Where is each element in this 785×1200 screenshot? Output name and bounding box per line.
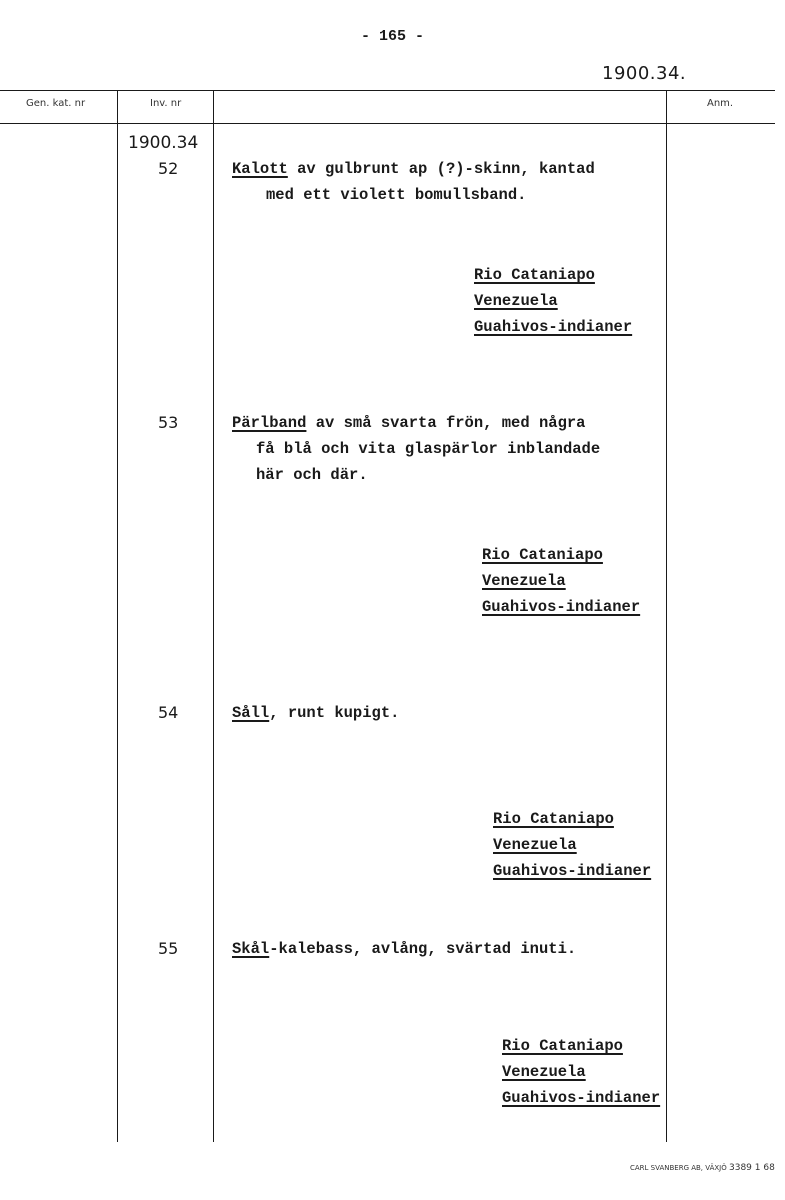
provenance-locality: Rio Cataniapo bbox=[474, 266, 595, 284]
entry-term: Såll bbox=[232, 704, 270, 722]
entry-term: Skål bbox=[232, 940, 270, 958]
inventory-number: 54 bbox=[158, 703, 179, 722]
provenance-people: Guahivos-indianer bbox=[493, 862, 652, 880]
provenance-country: Venezuela bbox=[493, 836, 577, 854]
provenance-country: Venezuela bbox=[502, 1063, 586, 1081]
provenance-people: Guahivos-indianer bbox=[474, 318, 633, 336]
column-divider-inv-desc bbox=[213, 90, 214, 1142]
column-header-inv-nr: Inv. nr bbox=[150, 98, 182, 109]
provenance-people: Guahivos-indianer bbox=[502, 1089, 661, 1107]
entry-text-line: få blå och vita glaspärlor inblandade bbox=[256, 440, 601, 458]
entry-provenance bbox=[482, 542, 640, 620]
entry-description bbox=[232, 410, 662, 488]
catalog-year: 1900.34. bbox=[602, 63, 687, 84]
entry-term: Pärlband bbox=[232, 414, 307, 432]
entry-description bbox=[232, 700, 662, 726]
inventory-year: 1900.34 bbox=[128, 133, 199, 153]
entry-provenance bbox=[502, 1033, 660, 1111]
entry-provenance bbox=[474, 262, 632, 340]
entry-text-line: med ett violett bomullsband. bbox=[266, 186, 527, 204]
printer-code: 3389 1 68 bbox=[729, 1163, 775, 1173]
provenance-country: Venezuela bbox=[474, 292, 558, 310]
column-divider-gen-inv bbox=[117, 90, 118, 1142]
entry-term: Kalott bbox=[232, 160, 288, 178]
entry-text-line: här och där. bbox=[256, 466, 368, 484]
provenance-locality: Rio Cataniapo bbox=[502, 1037, 623, 1055]
provenance-locality: Rio Cataniapo bbox=[493, 810, 614, 828]
printer-mark bbox=[630, 1163, 775, 1173]
entry-text: , runt kupigt. bbox=[269, 704, 400, 722]
entry-description bbox=[232, 156, 662, 208]
printer-name: CARL SVANBERG AB, VÄXJÖ bbox=[630, 1164, 727, 1172]
entry-text: av små svarta frön, med några bbox=[306, 414, 586, 432]
provenance-people: Guahivos-indianer bbox=[482, 598, 641, 616]
entry-text: -kalebass, avlång, svärtad inuti. bbox=[269, 940, 577, 958]
column-header-anm: Anm. bbox=[707, 98, 734, 109]
provenance-locality: Rio Cataniapo bbox=[482, 546, 603, 564]
column-divider-desc-anm bbox=[666, 90, 667, 1142]
entry-provenance bbox=[493, 806, 651, 884]
column-header-gen-kat-nr: Gen. kat. nr bbox=[26, 98, 86, 109]
entry-text: av gulbrunt ap (?)-skinn, kantad bbox=[287, 160, 595, 178]
inventory-number: 53 bbox=[158, 413, 179, 432]
page-number: - 165 - bbox=[360, 28, 424, 45]
inventory-number: 55 bbox=[158, 939, 179, 958]
entry-description bbox=[232, 936, 662, 962]
provenance-country: Venezuela bbox=[482, 572, 566, 590]
inventory-number: 52 bbox=[158, 159, 179, 178]
